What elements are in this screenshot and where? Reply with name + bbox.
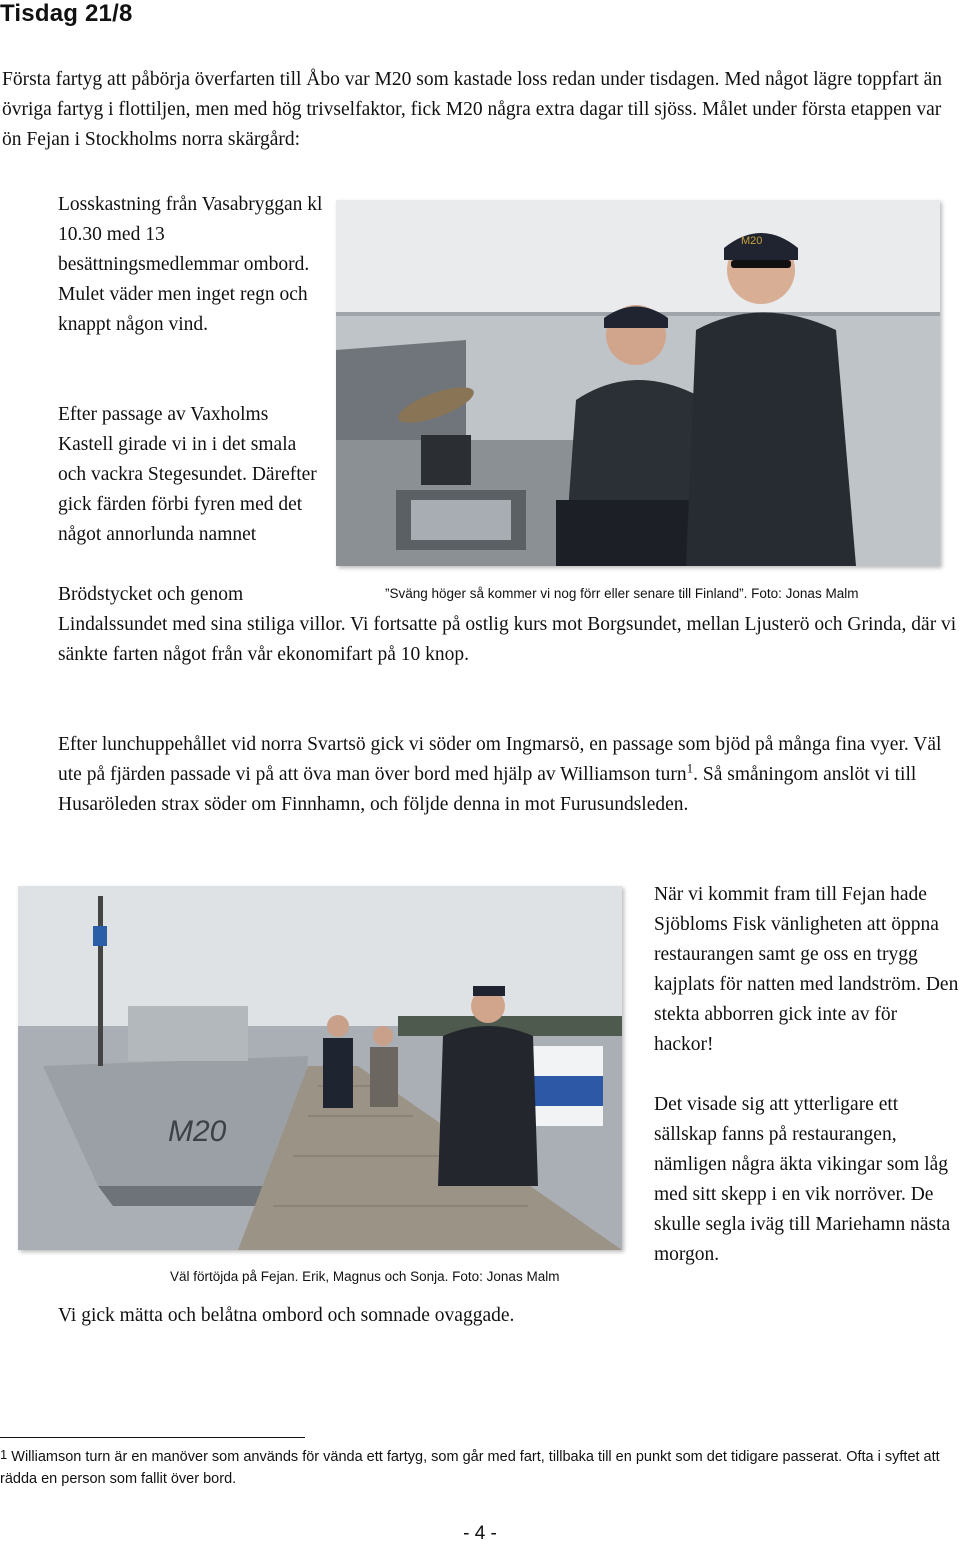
crew-photo — [336, 200, 940, 566]
footnote-text: Williamson turn är en manöver som används för vända ett fartyg, som går med fart, tillbaka till en punkt som det tidigare passerat. Ofta i syftet att rädda en person som fallit över bord. — [0, 1449, 940, 1487]
footnote-number: 1 — [0, 1447, 8, 1462]
lunch-paragraph-part1: Efter lunchuppehållet vid norra Svartsö gick vi söder om Ingmarsö, en passage som bjöd på många fina vyer. Väl ute på fjärden passade vi på att öva man över bord med hjälp av Williamson turn — [58, 734, 942, 785]
page-heading: Tisdag 21/8 — [0, 0, 133, 27]
pier-photo-illustration — [18, 886, 622, 1250]
footnote-reference[interactable]: 1 — [686, 760, 694, 776]
departure-paragraph: Losskastning från Vasabryggan kl 10.30 med 13 besättningsmedlemmar ombord. Mulet väder men inget regn och knappt någon vind. — [58, 194, 323, 335]
page-number: - 4 - — [463, 1523, 497, 1544]
intro-paragraph: Första fartyg att påbörja överfarten till Åbo var M20 som kastade loss redan under tisdagen. Med något lägre toppfart än övriga fartyg i flottiljen, men med hög trivselfaktor, fick M20 några extra dagar till sjöss. Målet under första etappen var ön Fejan i Stockholms norra skärgård: — [2, 69, 943, 150]
passage-continuation: Lindalssundet med sina stiliga villor. Vi fortsatte på ostlig kurs mot Borgsundet, mellan Ljusterö och Grinda, där vi sänkte farten något från vår ekonomifart på 10 knop. — [58, 614, 957, 665]
lunch-paragraph — [58, 730, 958, 820]
vikings-paragraph: Det visade sig att ytterligare ett sällskap fanns på restaurangen, nämligen några äkta vikingar som låg med sitt skepp i en vik norröver. De skulle segla iväg till Mariehamn nästa morgon. — [654, 1094, 951, 1265]
footnote-separator — [0, 1437, 305, 1438]
pier-photo — [18, 886, 622, 1250]
arrival-paragraph: När vi kommit fram till Fejan hade Sjöbloms Fisk vänligheten att öppna restaurangen samt ge oss en trygg kajplats för natten med landström. Den stekta abborren gick inte av för hackor! — [654, 884, 959, 1055]
footnote — [0, 1446, 955, 1490]
pier-photo-caption: Väl förtöjda på Fejan. Erik, Magnus och Sonja. Foto: Jonas Malm — [170, 1269, 560, 1284]
crew-photo-illustration — [336, 200, 940, 566]
crew-photo-caption: ”Sväng höger så kommer vi nog förr eller senare till Finland”. Foto: Jonas Malm — [385, 586, 859, 601]
ship-hull-text: M20 — [168, 1115, 227, 1148]
cap-emblem-text: M20 — [741, 235, 763, 247]
closing-paragraph: Vi gick mätta och belåtna ombord och somnade ovaggade. — [58, 1305, 515, 1326]
passage-paragraph: Efter passage av Vaxholms Kastell girade vi in i det smala och vackra Stegesundet. Därefter gick färden förbi fyren med det något annorlunda namnet — [58, 404, 317, 545]
passage-paragraph-end: Brödstycket och genom — [58, 584, 244, 605]
lunch-paragraph-part2: . Så småningom anslöt vi till Husaröleden strax söder om Finnhamn, och följde denna in mot Furusundsleden. — [58, 764, 917, 815]
